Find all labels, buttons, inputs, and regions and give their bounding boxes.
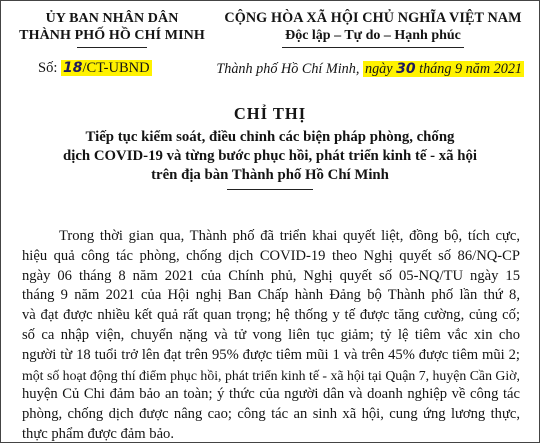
subtitle-line-3: trên địa bàn Thành phố Hồ Chí Minh bbox=[151, 167, 389, 183]
body-line: thực phẩm được đảm bảo. bbox=[22, 425, 175, 442]
issuer-underline bbox=[77, 47, 147, 48]
date-day-value: 30 bbox=[396, 61, 416, 77]
date-highlight bbox=[363, 61, 524, 77]
date-place: Thành phố Hồ Chí Minh, bbox=[216, 61, 360, 77]
body-line: tháng 9 năm 2021 của Hội nghị Ban Chấp hành Đảng bộ Thành phố lần thứ 8, bbox=[22, 287, 520, 304]
issuer-line-1: ỦY BAN NHÂN DÂN bbox=[45, 11, 179, 26]
document-body bbox=[22, 227, 520, 445]
date-rest: tháng 9 năm 2021 bbox=[419, 61, 522, 77]
motto-underline bbox=[282, 47, 464, 48]
national-title: CỘNG HÒA XÃ HỘI CHỦ NGHĨA VIỆT NAM bbox=[224, 10, 522, 26]
body-line: số ca nhập viện, chuyển nặng và tử vong liên tục giảm; tỷ lệ tiêm vắc xin cho bbox=[22, 326, 520, 343]
subtitle-underline bbox=[227, 189, 313, 190]
body-line: ngày 06 tháng 8 năm 2021 của Chính phủ, Nghị quyết số 05-NQ/TU ngày 15 bbox=[22, 267, 520, 284]
body-line: và đạt được nhiều kết quả rất quan trọng; hệ thống y tế được tăng cường, củng cố; bbox=[22, 307, 520, 324]
issuer-line-2: THÀNH PHỐ HỒ CHÍ MINH bbox=[19, 28, 205, 43]
body-line: hiệu quả công tác phòng, chống dịch COVID-19 theo Nghị quyết số 86/NQ-CP bbox=[22, 247, 520, 264]
doc-number-highlight bbox=[61, 60, 152, 76]
document-subtitle bbox=[40, 128, 500, 190]
document-title: CHỈ THỊ bbox=[233, 104, 307, 123]
issuer-header bbox=[12, 10, 212, 48]
subtitle-line-2: dịch COVID-19 và từng bước phục hồi, phát triển kinh tế - xã hội bbox=[62, 148, 478, 164]
body-line: Trong thời gian qua, Thành phố đã triển khai quyết liệt, đồng bộ, tích cực, bbox=[59, 228, 520, 244]
body-line: huyện Củ Chi đảm bảo an toàn; ý thức của người dân và doanh nghiệp về công tác bbox=[22, 386, 520, 403]
doc-number-value: 18 bbox=[62, 60, 83, 76]
national-motto: Độc lập – Tự do – Hạnh phúc bbox=[285, 28, 461, 43]
date-day-label: ngày bbox=[364, 61, 393, 77]
body-line: phòng, chống dịch được nâng cao; công tác an sinh xã hội, cung ứng lương thực, bbox=[22, 406, 520, 423]
subtitle-line-1: Tiếp tục kiểm soát, điều chỉnh các biện pháp phòng, chống bbox=[85, 129, 455, 145]
document-number bbox=[38, 60, 152, 77]
issue-date bbox=[216, 61, 524, 78]
body-line: người từ 18 tuổi trở lên đạt trên 95% được tiêm mũi 1 và trên 45% được tiêm mũi 2; bbox=[22, 346, 520, 363]
doc-number-suffix: /CT-UBND bbox=[82, 60, 150, 76]
body-line: một số hoạt động thí điểm phục hồi, phát triển kinh tế - xã hội tại Quận 7, huyện Cần Giờ, bbox=[22, 367, 520, 383]
doc-number-prefix: Số: bbox=[38, 60, 58, 76]
national-header bbox=[210, 10, 536, 48]
